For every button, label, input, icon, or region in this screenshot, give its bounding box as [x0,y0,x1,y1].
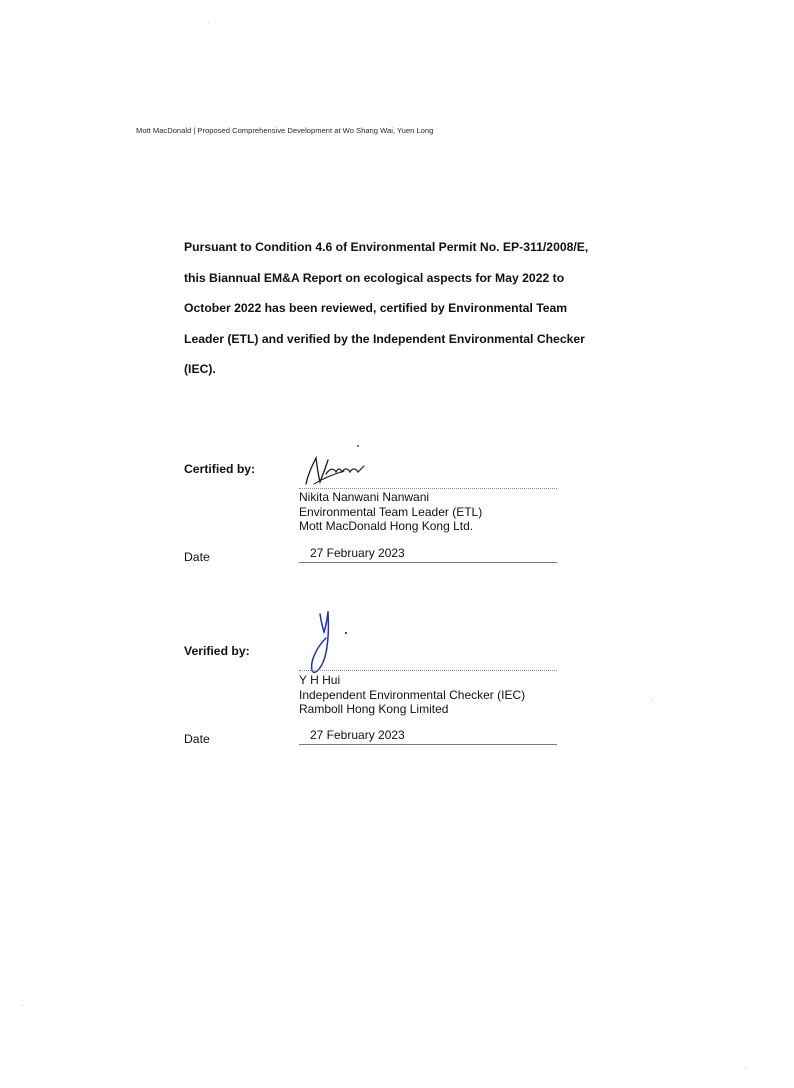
page-header: Mott MacDonald | Proposed Comprehensive Development at Wo Shang Wai, Yuen Long [136,126,434,135]
certified-date-value: 27 February 2023 [310,546,405,560]
etl-name: Nikita Nanwani Nanwani [299,490,430,504]
etl-signature-icon [300,444,390,490]
certified-by-label: Certified by: [184,462,256,476]
iec-company: Ramboll Hong Kong Limited [299,702,449,717]
iec-signatory [299,673,525,717]
verified-by-label: Verified by: [184,644,250,658]
certified-date-label: Date [184,550,210,564]
etl-signatory [299,490,482,534]
etl-company: Mott MacDonald Hong Kong Ltd. [299,519,474,534]
certification-statement [184,232,624,385]
scan-speck [22,1005,23,1006]
scan-speck [745,1068,746,1069]
statement-line: October 2022 has been reviewed, certified by Environmental Team [184,301,568,315]
etl-signature-line [299,488,557,489]
statement-line: this Biannual EM&A Report on ecological aspects for May 2022 to [184,270,565,285]
statement-line: Pursuant to Condition 4.6 of Environmental Permit No. EP-311/2008/E, [184,240,589,254]
verified-date-label: Date [184,732,210,746]
iec-role: Independent Environmental Checker (IEC) [299,687,526,702]
scan-speck [652,700,653,701]
statement-line: (IEC). [184,362,216,376]
scan-speck [208,22,209,23]
verified-date-line [299,744,557,745]
verified-date-value: 27 February 2023 [310,728,405,742]
statement-line: Leader (ETL) and verified by the Independent Environmental Checker [184,331,585,346]
etl-role: Environmental Team Leader (ETL) [299,504,483,519]
iec-signature-icon [306,604,358,684]
certified-date-line [299,562,557,563]
iec-signature-line [299,670,557,671]
iec-name: Y H Hui [299,673,341,687]
